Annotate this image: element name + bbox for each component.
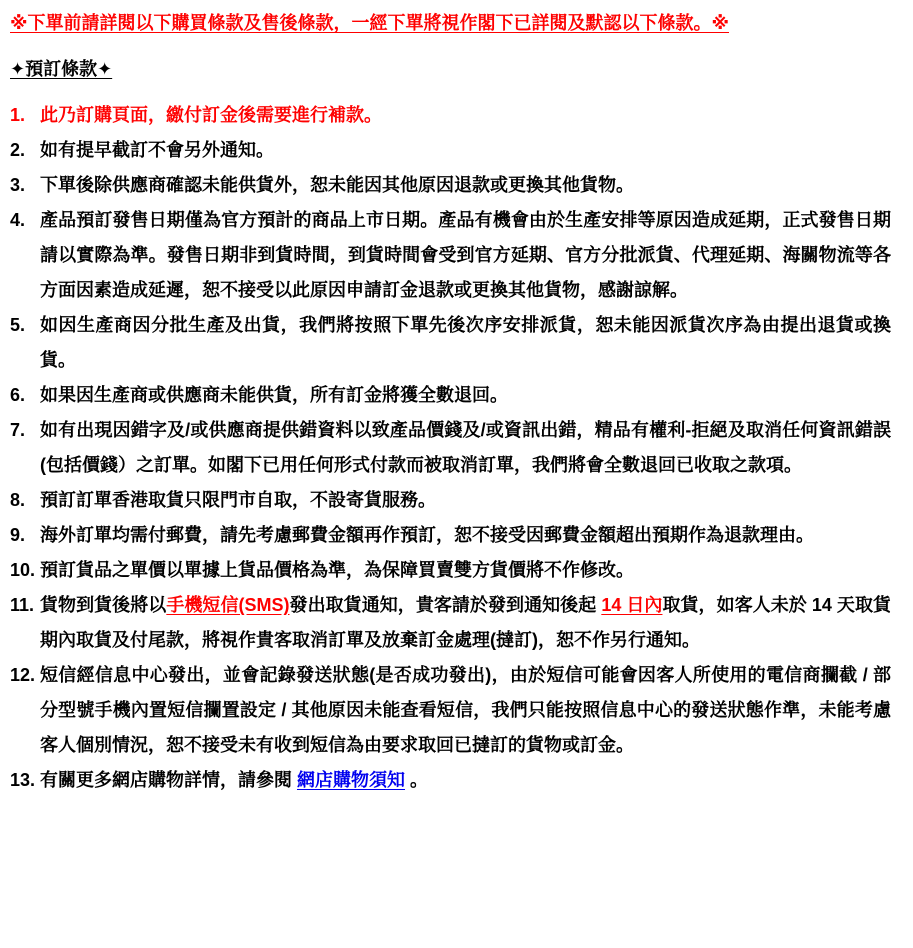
term-item-5 bbox=[10, 308, 891, 378]
term-item-3 bbox=[10, 168, 891, 203]
preorder-terms-heading: ✦預訂條款✦ bbox=[10, 59, 113, 79]
term-number: 13. bbox=[10, 770, 36, 790]
term-text-segment: 取貨，如客人未於 14 天取貨期內取貨及付尾款，將視作貴客取消訂單及放棄訂金處理(撻訂)，恕不作另行通知。 bbox=[40, 595, 892, 650]
term-item-12 bbox=[10, 658, 891, 763]
term-text bbox=[40, 203, 891, 308]
term-item-9 bbox=[10, 518, 891, 553]
terms-list bbox=[10, 98, 891, 798]
term-text-segment: 貨物到貨後將以 bbox=[40, 595, 167, 615]
purchase-notice-title: ※下單前請詳閱以下購買條款及售後條款，一經下單將視作閣下已詳閱及默認以下條款。※ bbox=[10, 13, 729, 33]
term-text bbox=[40, 168, 891, 203]
term-number: 5. bbox=[10, 315, 26, 335]
term-text-segment: 短信經信息中心發出，並會記錄發送狀態(是否成功發出)，由於短信可能會因客人所使用的電信商攔截 / 部分型號手機內置短信攔置設定 / 其他原因未能查看短信，我們只能按照信息中心的發送狀態作準，未能考慮客人個別情況，恕不接受未有收到短信為由要求取回已撻訂的貨物或訂金。 bbox=[40, 665, 891, 755]
term-text bbox=[40, 763, 891, 798]
term-item-2 bbox=[10, 133, 891, 168]
term-item-13 bbox=[10, 763, 891, 798]
term-item-1 bbox=[10, 98, 891, 133]
term-text-segment: 如有出現因錯字及/或供應商提供錯資料以致產品價錢及/或資訊出錯，精品有權利-拒絕及取消任何資訊錯誤(包括價錢）之訂單。如閣下已用任何形式付款而被取消訂單，我們將會全數退回已收取之款項。 bbox=[40, 420, 891, 475]
term-number: 1. bbox=[10, 105, 26, 125]
term-text-segment: 如有提早截訂不會另外通知。 bbox=[40, 140, 274, 160]
term-item-6 bbox=[10, 378, 891, 413]
term-number: 3. bbox=[10, 175, 26, 195]
term-text-segment: 此乃訂購頁面，繳付訂金後需要進行補款。 bbox=[40, 105, 382, 125]
term-text bbox=[40, 588, 891, 658]
term-text-segment: 預訂訂單香港取貨只限門市自取，不設寄貨服務。 bbox=[40, 490, 436, 510]
term-item-7 bbox=[10, 413, 891, 483]
term-text-segment: 海外訂單均需付郵費，請先考慮郵費金額再作預訂，恕不接受因郵費金額超出預期作為退款理由。 bbox=[40, 525, 814, 545]
term-item-11 bbox=[10, 588, 891, 658]
term-item-4 bbox=[10, 203, 891, 308]
term-text bbox=[40, 413, 891, 483]
term-text-segment: 發出取貨通知，貴客請於發到通知後起 bbox=[289, 595, 602, 615]
term-number: 2. bbox=[10, 140, 26, 160]
term-item-10 bbox=[10, 553, 891, 588]
sms-emphasis: 手機短信(SMS) bbox=[166, 595, 290, 615]
term-text-segment: 下單後除供應商確認未能供貨外，恕未能因其他原因退款或更換其他貨物。 bbox=[40, 175, 634, 195]
term-item-8 bbox=[10, 483, 891, 518]
term-text bbox=[40, 483, 891, 518]
term-number: 4. bbox=[10, 210, 26, 230]
term-number: 9. bbox=[10, 525, 26, 545]
term-number: 8. bbox=[10, 490, 26, 510]
term-text bbox=[40, 658, 891, 763]
term-number: 11. bbox=[10, 595, 35, 615]
term-text-segment: 。 bbox=[405, 770, 429, 790]
term-text bbox=[40, 133, 891, 168]
term-text-segment: 如果因生產商或供應商未能供貨，所有訂金將獲全數退回。 bbox=[40, 385, 508, 405]
term-text bbox=[40, 553, 891, 588]
term-number: 12. bbox=[10, 665, 36, 685]
term-text bbox=[40, 518, 891, 553]
term-text-segment: 產品預訂發售日期僅為官方預計的商品上市日期。產品有機會由於生產安排等原因造成延期，正式發售日期請以實際為準。發售日期非到貨時間，到貨時間會受到官方延期、官方分批派貨、代理延期、海關物流等各方面因素造成延遲，恕不接受以此原因申請訂金退款或更換其他貨物，感謝諒解。 bbox=[40, 210, 891, 300]
term-text-segment: 如因生產商因分批生產及出貨，我們將按照下單先後次序安排派貨，恕未能因派貨次序為由提出退貨或換貨。 bbox=[40, 315, 891, 370]
term-text-segment: 預訂貨品之單價以單據上貨品價格為準，為保障買賣雙方貨價將不作修改。 bbox=[40, 560, 634, 580]
term-text bbox=[40, 378, 891, 413]
pickup-deadline-emphasis: 14 日內 bbox=[601, 595, 663, 615]
term-text bbox=[40, 98, 891, 133]
term-number: 7. bbox=[10, 420, 26, 440]
term-number: 6. bbox=[10, 385, 26, 405]
store-shopping-guide-link[interactable]: 網店購物須知 bbox=[297, 770, 405, 790]
term-text bbox=[40, 308, 891, 378]
term-text-segment: 有關更多網店購物詳情，請參閱 bbox=[40, 770, 297, 790]
term-number: 10. bbox=[10, 560, 36, 580]
